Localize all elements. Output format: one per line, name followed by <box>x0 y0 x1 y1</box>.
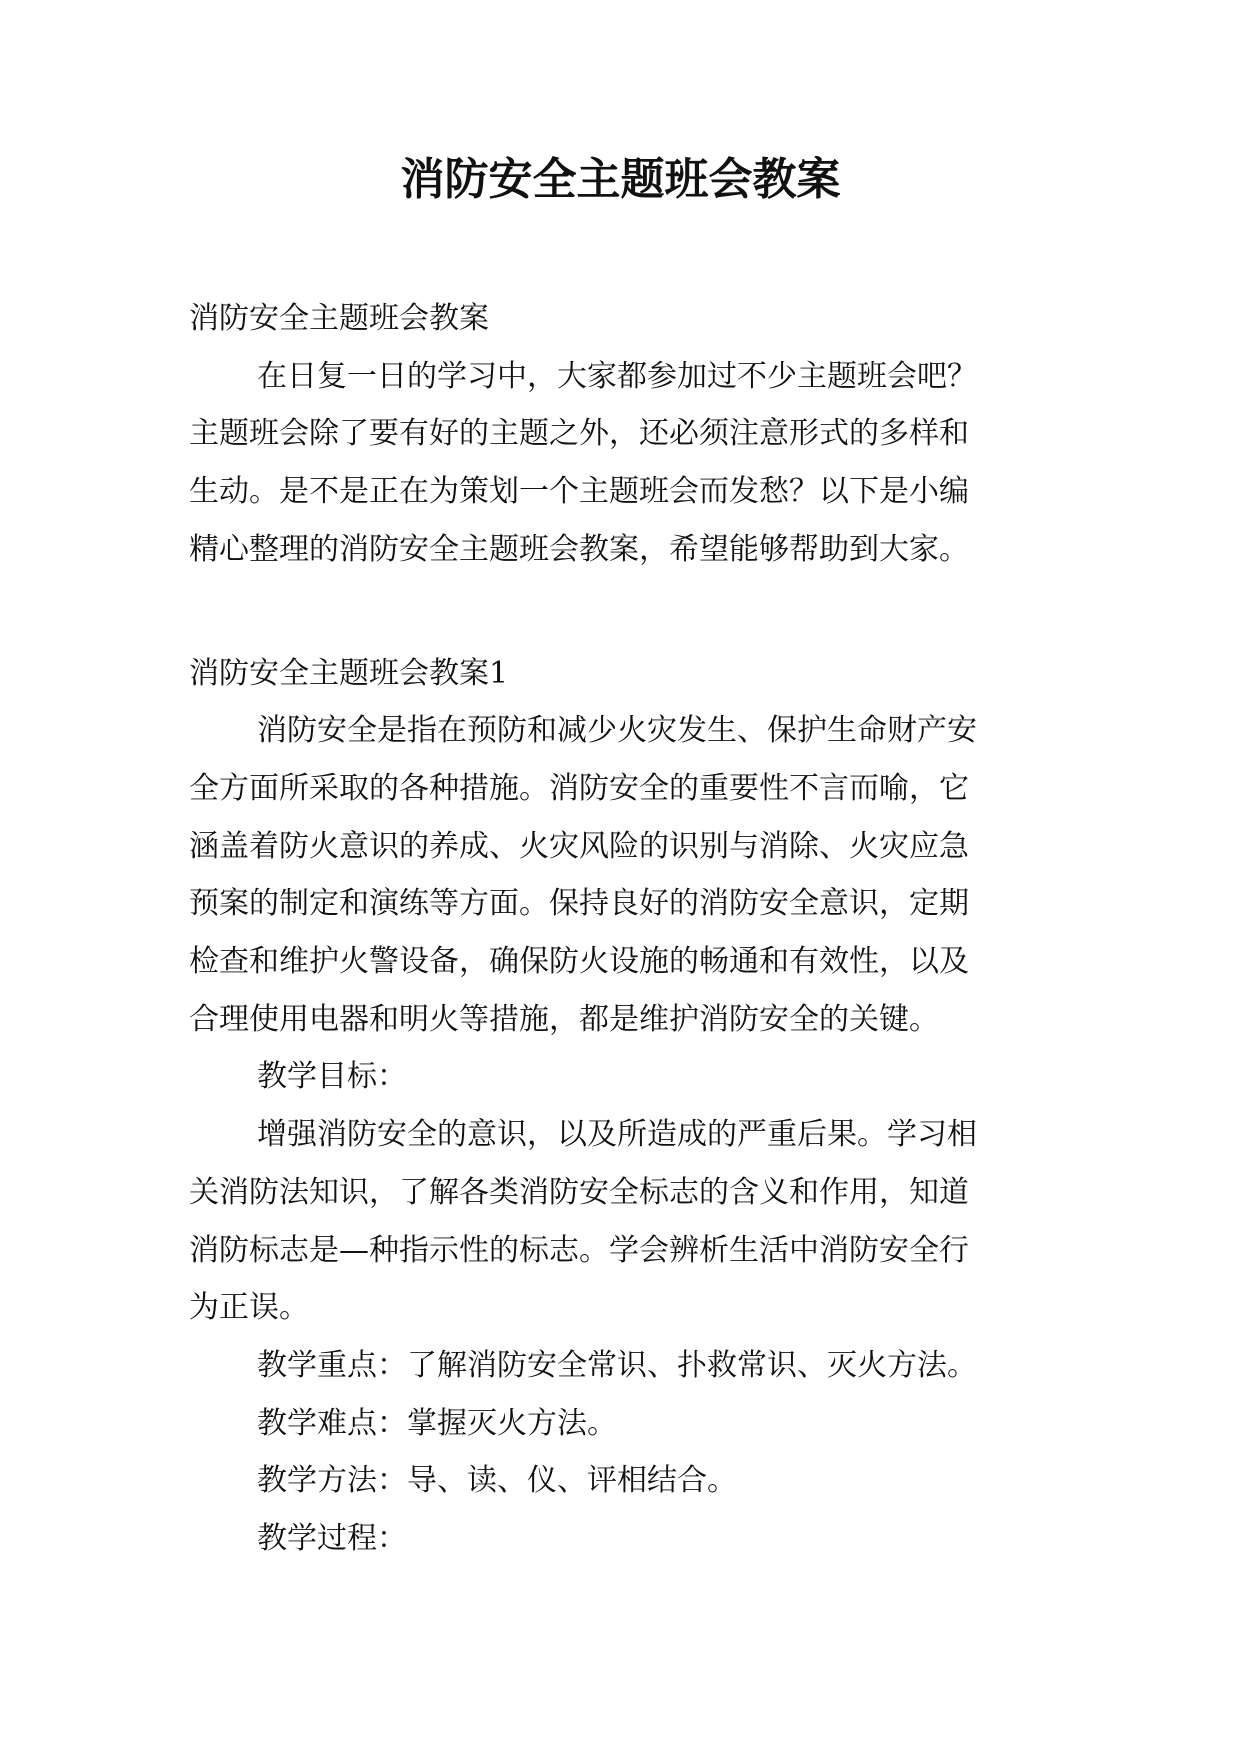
intro-line: 主题班会除了要有好的主题之外，还必须注意形式的多样和 <box>189 416 969 452</box>
teaching-process: 教学过程： <box>257 1521 407 1557</box>
intro-line: 精心整理的消防安全主题班会教案，希望能够帮助到大家。 <box>189 531 969 567</box>
goal-line: 关消防法知识，了解各类消防安全标志的含义和作用，知道 <box>189 1174 969 1210</box>
document-body <box>189 290 1074 1568</box>
goal-line: 为正误。 <box>189 1290 309 1326</box>
teaching-difficulty: 教学难点：掌握灭火方法。 <box>257 1405 617 1441</box>
teaching-goal-paragraph <box>189 1106 1074 1337</box>
document-title: 消防安全主题班会教案 <box>400 154 841 205</box>
teaching-goal-label: 教学目标： <box>257 1059 407 1095</box>
section-paragraph <box>189 702 1074 1048</box>
goal-line: 消防标志是—种指示性的标志。学会辨析生活中消防安全行 <box>189 1232 969 1268</box>
paragraph-line: 消防安全是指在预防和减少火灾发生、保护生命财产安 <box>257 713 977 749</box>
intro-line: 在日复一日的学习中，大家都参加过不少主题班会吧？ <box>257 358 977 394</box>
paragraph-line: 全方面所采取的各种措施。消防安全的重要性不言而喻，它 <box>189 770 969 806</box>
section-heading: 消防安全主题班会教案1 <box>189 655 509 691</box>
paragraph-line: 预案的制定和演练等方面。保持良好的消防安全意识，定期 <box>189 886 969 922</box>
document-subtitle: 消防安全主题班会教案 <box>189 301 489 336</box>
intro-paragraph <box>189 348 1074 579</box>
paragraph-line: 检查和维护火警设备，确保防火设施的畅通和有效性，以及 <box>189 944 969 980</box>
goal-line: 增强消防安全的意识，以及所造成的严重后果。学习相 <box>257 1117 977 1153</box>
teaching-key-point: 教学重点：了解消防安全常识、扑救常识、灭火方法。 <box>257 1347 977 1383</box>
teaching-method: 教学方法：导、读、仪、评相结合。 <box>257 1463 737 1499</box>
paragraph-line: 合理使用电器和明火等措施，都是维护消防安全的关键。 <box>189 1001 939 1037</box>
intro-line: 生动。是不是正在为策划一个主题班会而发愁？以下是小编 <box>189 474 969 510</box>
paragraph-line: 涵盖着防火意识的养成、火灾风险的识别与消除、火灾应急 <box>189 828 969 864</box>
paragraph-gap <box>189 579 1074 645</box>
